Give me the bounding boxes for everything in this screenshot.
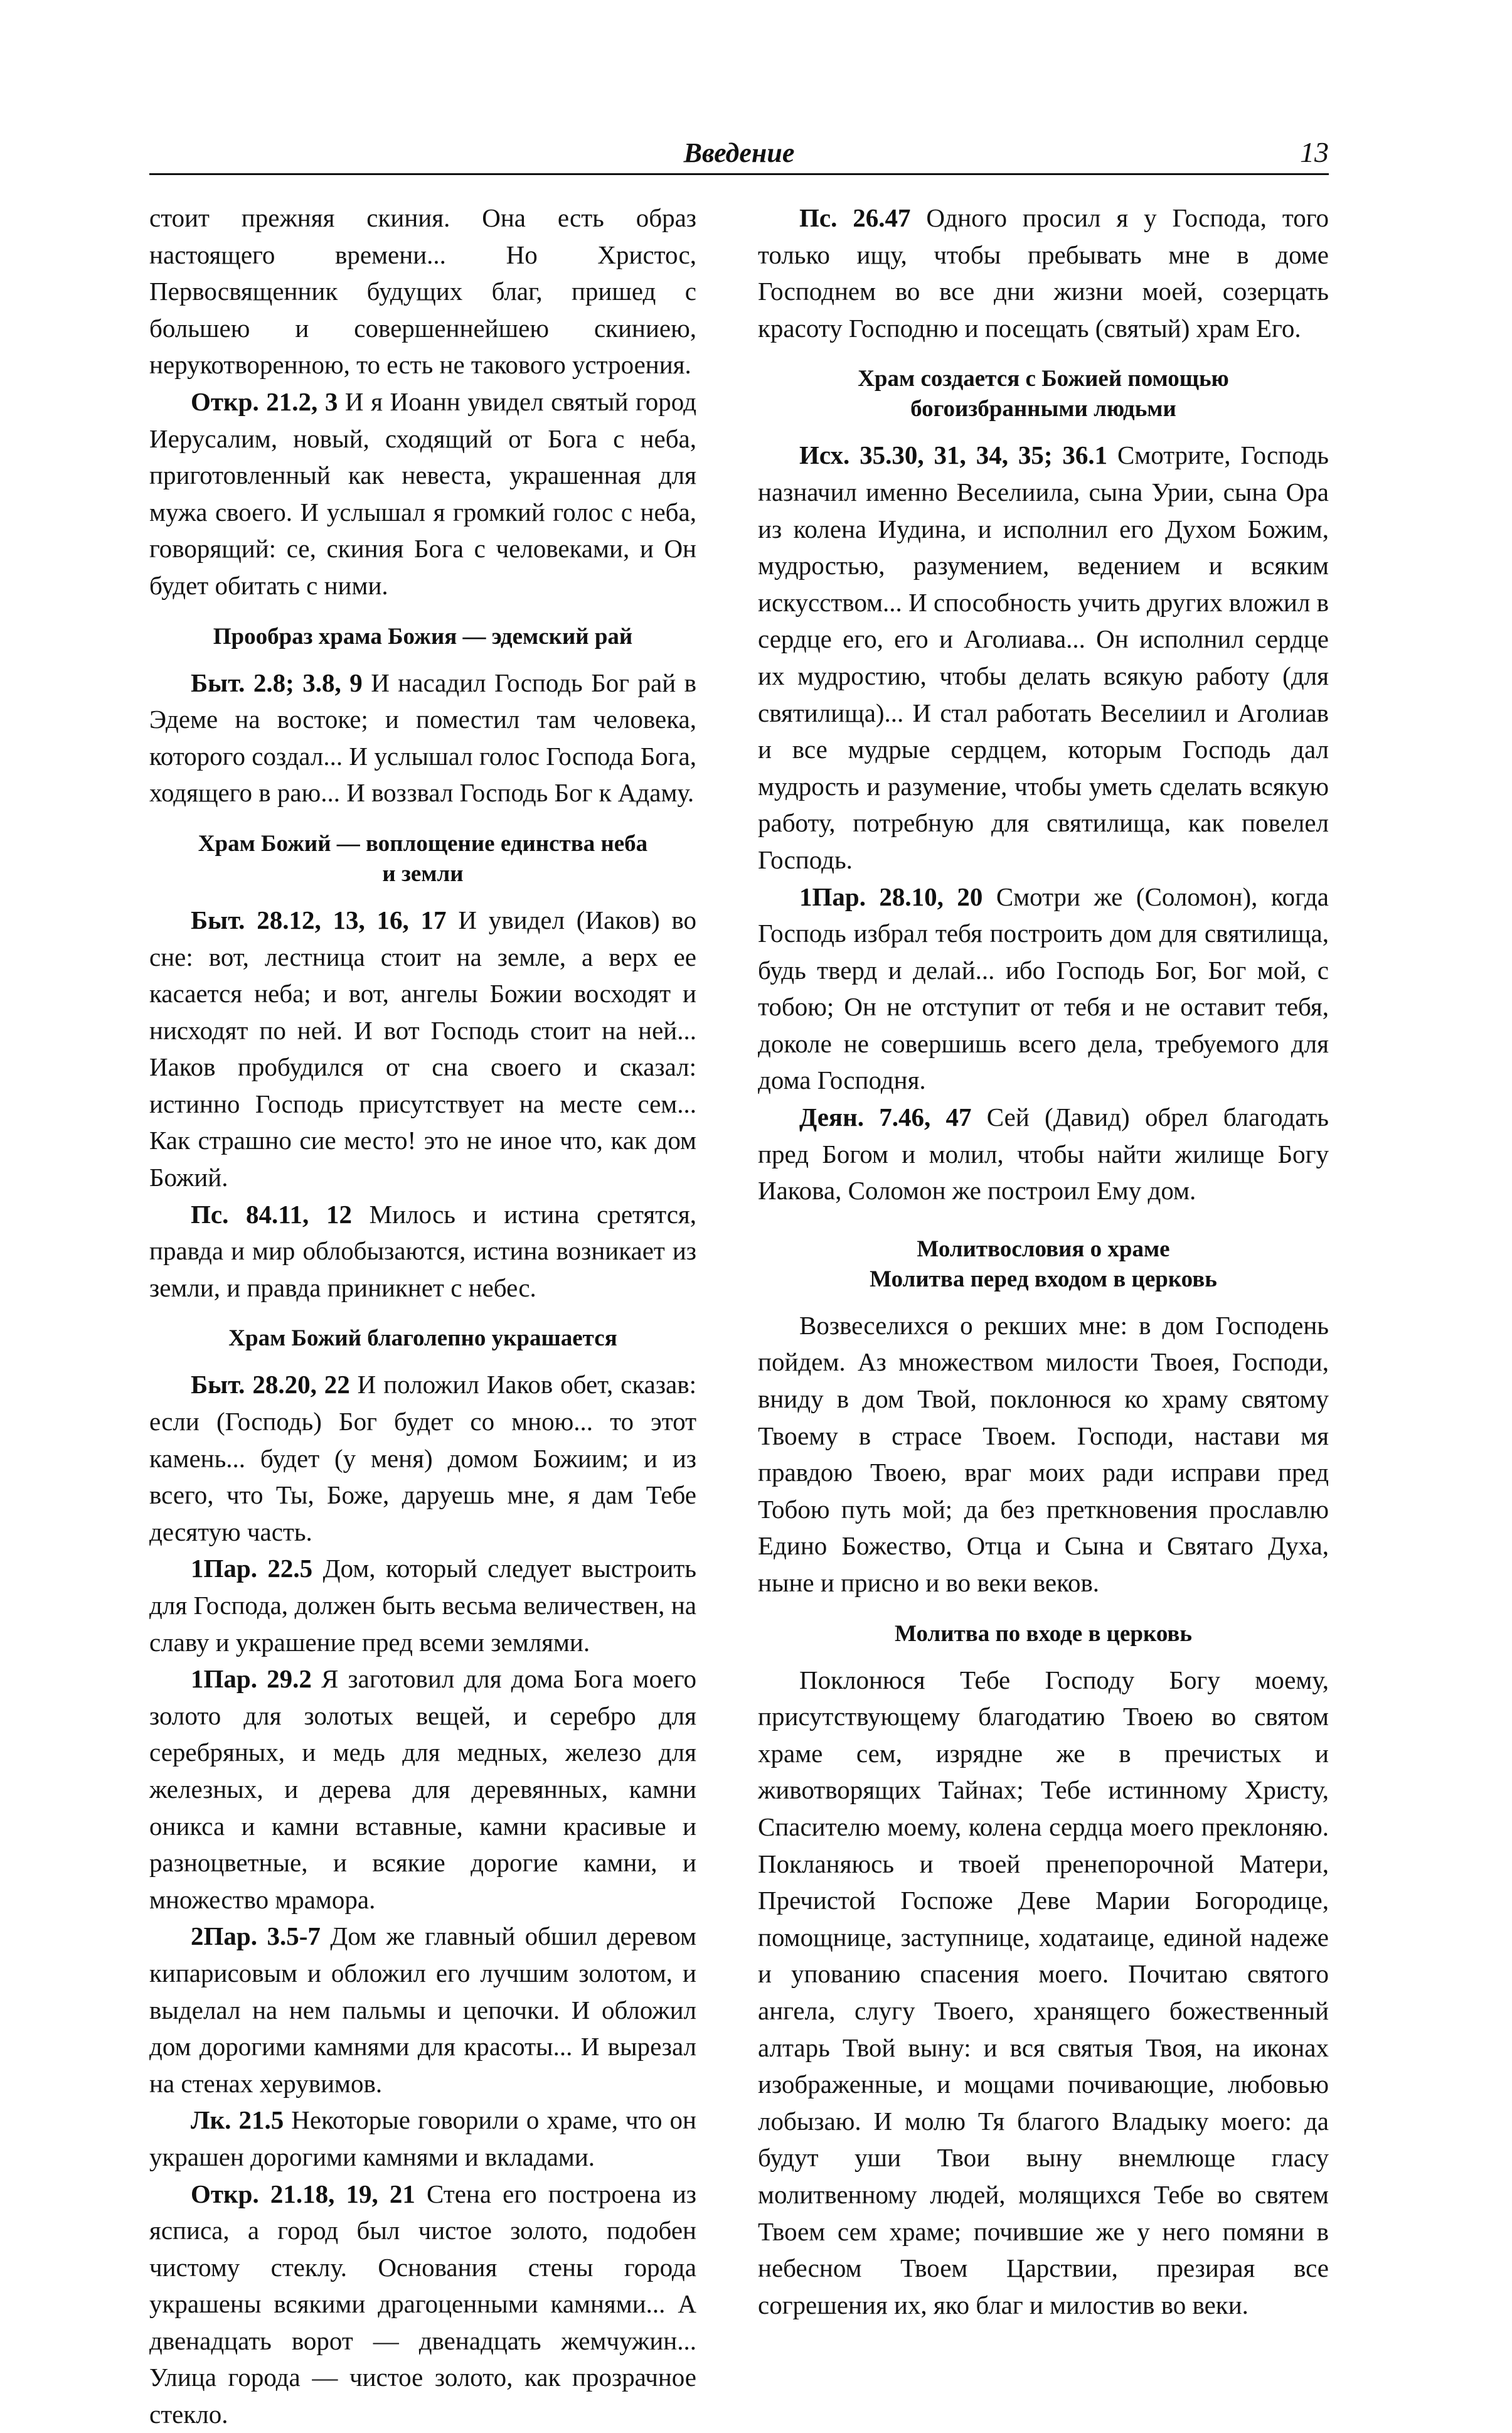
paragraph xyxy=(758,1099,1329,1209)
scripture-reference: Откр. 21.18, 19, 21 xyxy=(191,2179,415,2208)
paragraph-text: Некоторые говорили о храме, что он украшен дорогими камнями и вкладами. xyxy=(149,2105,696,2171)
page-number: 13 xyxy=(1300,136,1329,168)
scripture-reference: Деян. 7.46, 47 xyxy=(799,1103,972,1132)
section-heading: Храм Божий — воплощение единства неба и земли xyxy=(198,830,648,887)
paragraph xyxy=(149,2102,696,2175)
paragraph-text: Смотри же (Соломон), когда Господь избрал тебя построить дом для святилища, будь тверд и делай... ибо Господь Бог, Бог мой, с тобою; Он не отступит от тебя и не оставит тебя, доколе не совершишь всего дела, требуемого для дома Господня. xyxy=(758,882,1329,1095)
paragraph-text: Я заготовил для дома Бога моего золото для золотых вещей, и серебро для серебряных, и медь для медных, железо для железных, и дерева для деревянных, камни оникса и камни вставные, камни красивые и разноцветные, и всякие дорогие камни, и множество мрамора. xyxy=(149,1664,696,1914)
section-heading xyxy=(758,1234,1329,1295)
scripture-reference: Пс. 84.11, 12 xyxy=(191,1199,352,1229)
paragraph xyxy=(758,437,1329,878)
paragraph-text: Сей (Давид) обрел благодать пред Богом и молил, чтобы найти жилище Богу Иакова, Соломон же построил Ему дом. xyxy=(758,1103,1329,1206)
paragraph: Возвеселихся о рекших мне: в дом Господень пойдем. Аз множеством милости Твоея, Господи, вниду в дом Твой, поклонюся ко храму святому Твоему в страсе Твоем. Господи, настави мя правдою Твоею, враг моих ради исправи пред Тобою путь мой; да без преткновения прославлю Едино Божество, Отца и Сына и Святаго Духа, ныне и присно и во веки веков. xyxy=(758,1310,1329,1597)
paragraph-text: И увидел (Иаков) во сне: вот, лестница стоит на земле, а верх ее касается неба; и вот, ангелы Божии восходят и нисходят по ней. И вот Господь стоит на ней... Иаков пробудился от сна своего и сказал: истинно Господь присутствует на месте сем... Как страшно сие место! это не иное что, как дом Божий. xyxy=(149,905,696,1192)
paragraph: стоит прежняя скиния. Она есть образ настоящего времени... Но Христос, Первосвященник будущих благ, пришед с большею и совершеннейшею скиниею, нерукотворенною, то есть не такового устроения. xyxy=(149,203,696,380)
section-heading: Молитва по входе в церковь xyxy=(895,1620,1192,1647)
paragraph-text: Одного просил я у Господа, того только ищу, чтобы пребывать мне в доме Господнем во все дни жизни моей, созерцать красоту Господню и посещать (святый) храм Его. xyxy=(758,203,1329,343)
scripture-reference: Исх. 35.30, 31, 34, 35; 36.1 xyxy=(799,441,1108,470)
scripture-reference: 1Пар. 22.5 xyxy=(191,1554,313,1583)
paragraph xyxy=(149,902,696,1196)
scripture-reference: Откр. 21.2, 3 xyxy=(191,387,338,416)
paragraph-text: И я Иоанн увидел святый город Иерусалим, новый, сходящий от Бога с неба, приготовленный как невеста, украшенная для мужа своего. И услышал я громкий голос с неба, говорящий: се, скиния Бога с человеками, и Он будет обитать с ними. xyxy=(149,387,696,600)
heading-line: Молитва перед входом в церковь xyxy=(870,1266,1217,1292)
paragraph xyxy=(149,1660,696,1918)
paragraph-text: Стена его построена из яспиcа, а город был чистое золото, подобен чистому стеклу. Основания стены города украшены всякими драгоценными камнями... А двенадцать ворот — двенадцать жемчужин... Улица города — чистое золото, как прозрачное стекло. xyxy=(149,2179,696,2429)
paragraph: Поклонюся Тебе Господу Богу моему, присутствующему благодатию Твоею во святом храме сем, изрядне же в пречистых и животворящих Тайнах; Тебе истинному Христу, Спасителю моему, колена сердца моего преклоняю. Покланяюсь и твоей пренепорочной Матери, Пречистой Госпоже Деве Марии Богородице, помощнице, заступнице, ходатаице, единой надеже и упованию спасения моего. Почитаю святого ангела, слугу Твоего, хранящего божественный алтарь Твой выну: и вся святыя Твоя, на иконах изображенные, и мощами почивающие, любовью лобызаю. И молю Тя благого Владыку моего: да будут уши Твои выну внемлюще гласу молитвенному людей, молящихся Тебе во святем Твоем сем храме; почившие же у него помяни в небесном Твоем Царствии, презирая все согрешения их, яко благ и милостив во веки. xyxy=(758,1665,1329,2319)
paragraph-text: Милось и истина сретятся, правда и мир облобызаются, истина возникает из земли, и правда приникнет с небес. xyxy=(149,1199,696,1302)
paragraph-text: И положил Иаков обет, сказав: если (Господь) Бог будет со мною... то этот камень... будет (у меня) домом Божиим; и из всего, что Ты, Боже, даруешь мне, я дам Тебе десятую часть. xyxy=(149,1370,696,1546)
heading-line: Молитвословия о храме xyxy=(917,1236,1170,1262)
scripture-reference: Быт. 2.8; 3.8, 9 xyxy=(191,668,363,697)
section-heading: Храм Божий благолепно украшается xyxy=(228,1325,617,1352)
scripture-reference: Лк. 21.5 xyxy=(191,2105,284,2135)
paragraph xyxy=(149,1366,696,1550)
paragraph xyxy=(149,1918,696,2102)
paragraph xyxy=(758,200,1329,346)
left-column xyxy=(149,200,696,2433)
running-header xyxy=(149,129,1329,175)
paragraph-text: Дом же главный обшил деревом кипарисовым и обложил его лучшим золотом, и выделал на нем пальмы и цепочки. И обложил дом дорогими камнями для красоты... И вырезал на стенах херувимов. xyxy=(149,1922,696,2098)
scripture-reference: Быт. 28.20, 22 xyxy=(191,1370,350,1399)
section-heading: Прообраз храма Божия — эдемский рай xyxy=(213,623,633,650)
paragraph-text: Дом, который следует выстроить для Господа, должен быть весьма величествен, на славу и украшение пред всеми землями. xyxy=(149,1554,696,1657)
paragraph xyxy=(149,1550,696,1660)
section-heading: Храм создается с Божией помощью богоизбранными людьми xyxy=(858,366,1229,422)
section-title: Введение xyxy=(683,137,795,168)
paragraph xyxy=(149,383,696,604)
scripture-reference: 1Пар. 29.2 xyxy=(191,1664,312,1694)
right-column xyxy=(758,200,1329,2323)
scripture-reference: 1Пар. 28.10, 20 xyxy=(799,882,983,911)
paragraph xyxy=(149,2176,696,2433)
paragraph xyxy=(149,1196,696,1307)
paragraph-text: И насадил Господь Бог рай в Эдеме на востоке; и поместил там человека, которого создал... И услышал голос Господа Бога, ходящего в раю... И воззвал Господь Бог к Адаму. xyxy=(149,668,696,808)
scripture-reference: Пс. 26.47 xyxy=(799,203,911,232)
paragraph xyxy=(149,665,696,811)
scripture-reference: 2Пар. 3.5-7 xyxy=(191,1922,321,1951)
paragraph-text: Смотрите, Господь назначил именно Веселиила, сына Урии, сына Ора из колена Иудина, и исполнил его Духом Божим, мудростью, разумением, ведением и всяким искусством... И способность учить других вложил в сердце его, его и Аголиава... Он исполнил сердце их мудростию, чтобы делать всякую работу (для святилища)... И стал работать Веселиил и Аголиав и все мудрые сердцем, которым Господь дал мудрость и разумение, чтобы уметь сделать всякую работу, потребную для святилища, как повелел Господь. xyxy=(758,441,1329,874)
paragraph xyxy=(758,879,1329,1099)
scripture-reference: Быт. 28.12, 13, 16, 17 xyxy=(191,905,447,934)
